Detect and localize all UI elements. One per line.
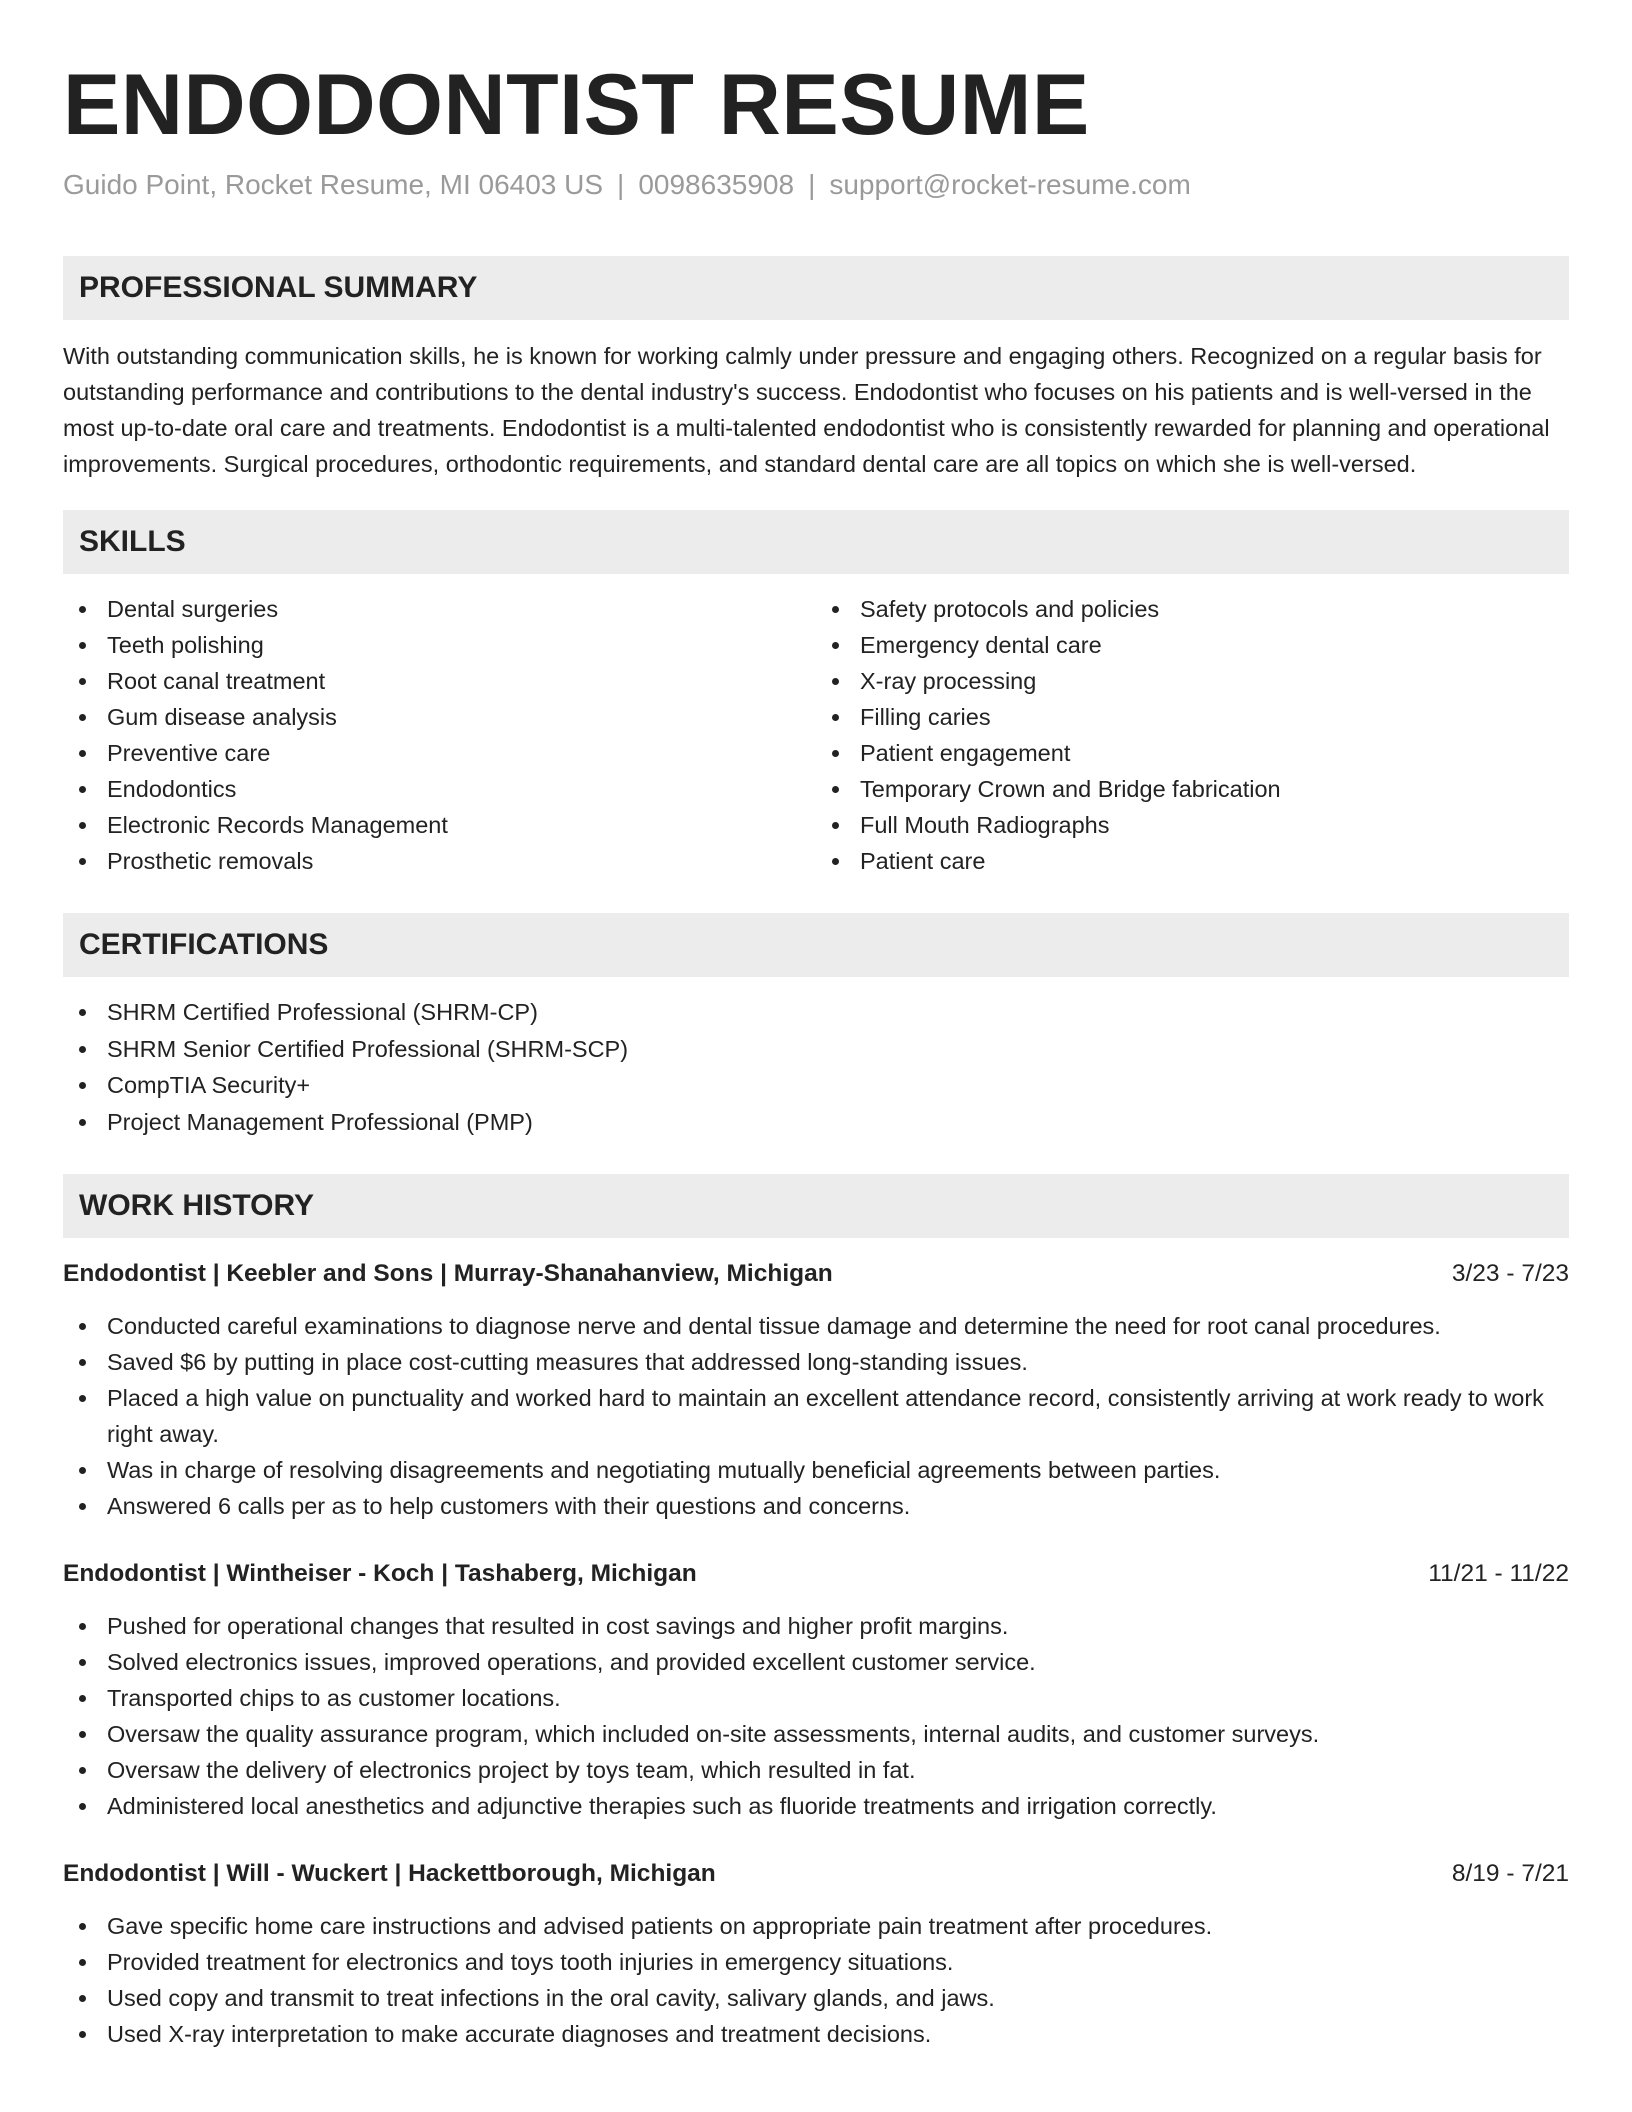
job-bullet: Gave specific home care instructions and advised patients on appropriate pain treatment after procedures. — [107, 1908, 1569, 1944]
job-bullet: Oversaw the delivery of electronics project by toys team, which resulted in fat. — [107, 1752, 1569, 1788]
job-header — [63, 1556, 1569, 1592]
job-bullet: Answered 6 calls per as to help customers with their questions and concerns. — [107, 1488, 1569, 1524]
skill-item: Patient care — [860, 843, 1569, 879]
job-bullet: Oversaw the quality assurance program, which included on-site assessments, internal audits, and customer surveys. — [107, 1716, 1569, 1752]
job-dates: 11/21 - 11/22 — [1428, 1560, 1569, 1587]
job-bullet: Used X-ray interpretation to make accurate diagnoses and treatment decisions. — [107, 2016, 1569, 2052]
certifications-list — [63, 994, 1569, 1140]
job-dates: 8/19 - 7/21 — [1451, 1860, 1569, 1887]
work-history-heading: WORK HISTORY — [63, 1174, 1569, 1238]
job-bullet: Was in charge of resolving disagreements and negotiating mutually beneficial agreements between parties. — [107, 1452, 1569, 1488]
contact-separator: | — [808, 169, 816, 200]
job-bullets — [63, 1308, 1569, 1524]
job-title: Endodontist | Keebler and Sons | Murray-Shanahanview, Michigan — [63, 1260, 833, 1287]
job-entry — [63, 1556, 1569, 1824]
contact-email: support@rocket-resume.com — [829, 169, 1191, 200]
skills-grid — [63, 591, 1569, 879]
job-bullets — [63, 1608, 1569, 1824]
job-bullet: Solved electronics issues, improved operations, and provided excellent customer service. — [107, 1644, 1569, 1680]
summary-heading: PROFESSIONAL SUMMARY — [63, 256, 1569, 320]
skill-item: Teeth polishing — [107, 627, 816, 663]
contact-address: Guido Point, Rocket Resume, MI 06403 US — [63, 169, 604, 200]
certification-item: CompTIA Security+ — [107, 1067, 1569, 1104]
skills-section — [63, 510, 1569, 879]
certification-item: Project Management Professional (PMP) — [107, 1104, 1569, 1141]
certifications-heading: CERTIFICATIONS — [63, 913, 1569, 977]
skill-item: Filling caries — [860, 699, 1569, 735]
skill-item: Prosthetic removals — [107, 843, 816, 879]
skill-item: Emergency dental care — [860, 627, 1569, 663]
job-bullet: Provided treatment for electronics and toys tooth injuries in emergency situations. — [107, 1944, 1569, 1980]
certification-item: SHRM Senior Certified Professional (SHRM-SCP) — [107, 1031, 1569, 1068]
skills-column-right — [816, 591, 1569, 879]
skill-item: X-ray processing — [860, 663, 1569, 699]
job-bullet: Saved $6 by putting in place cost-cutting measures that addressed long-standing issues. — [107, 1344, 1569, 1380]
skill-item: Gum disease analysis — [107, 699, 816, 735]
resume-title: ENDODONTIST RESUME — [63, 57, 1090, 153]
skill-item: Patient engagement — [860, 735, 1569, 771]
certifications-section — [63, 913, 1569, 1140]
skill-item: Dental surgeries — [107, 591, 816, 627]
skill-item: Preventive care — [107, 735, 816, 771]
skills-heading: SKILLS — [63, 510, 1569, 574]
job-bullet: Placed a high value on punctuality and worked hard to maintain an excellent attendance record, consistently arriving at work ready to work right away. — [107, 1380, 1569, 1452]
skill-item: Full Mouth Radiographs — [860, 807, 1569, 843]
contact-line — [63, 167, 1569, 203]
job-bullet: Transported chips to as customer locations. — [107, 1680, 1569, 1716]
job-header — [63, 1256, 1569, 1292]
skills-column-left — [63, 591, 816, 879]
certification-item: SHRM Certified Professional (SHRM-CP) — [107, 994, 1569, 1031]
summary-text: With outstanding communication skills, he is known for working calmly under pressure and engaging others. Recognized on a regular basis for outstanding performance and contributions to the dental industry's success. Endodontist who focuses on his patients and is well-versed in the most up-to-date oral care and treatments. Endodontist is a multi-talented endodontist who is consistently rewarded for planning and operational improvements. Surgical procedures, orthodontic requirements, and standard dental care are all topics on which she is well-versed. — [63, 343, 1550, 477]
job-title: Endodontist | Wintheiser - Koch | Tashaberg, Michigan — [63, 1560, 697, 1587]
job-entry — [63, 1256, 1569, 1524]
job-dates: 3/23 - 7/23 — [1451, 1260, 1569, 1287]
job-bullet: Pushed for operational changes that resulted in cost savings and higher profit margins. — [107, 1608, 1569, 1644]
skill-item: Safety protocols and policies — [860, 591, 1569, 627]
job-bullets — [63, 1908, 1569, 2052]
skill-item: Endodontics — [107, 771, 816, 807]
work-history-section — [63, 1174, 1569, 2052]
job-entry — [63, 1856, 1569, 2052]
job-bullet: Administered local anesthetics and adjunctive therapies such as fluoride treatments and irrigation correctly. — [107, 1788, 1569, 1824]
contact-separator: | — [617, 169, 625, 200]
job-title: Endodontist | Will - Wuckert | Hackettborough, Michigan — [63, 1860, 716, 1887]
contact-phone: 0098635908 — [638, 169, 795, 200]
skill-item: Temporary Crown and Bridge fabrication — [860, 771, 1569, 807]
summary-section — [63, 256, 1569, 482]
job-bullet: Conducted careful examinations to diagnose nerve and dental tissue damage and determine the need for root canal procedures. — [107, 1308, 1569, 1344]
job-header — [63, 1856, 1569, 1892]
skill-item: Root canal treatment — [107, 663, 816, 699]
job-bullet: Used copy and transmit to treat infections in the oral cavity, salivary glands, and jaws. — [107, 1980, 1569, 2016]
skill-item: Electronic Records Management — [107, 807, 816, 843]
